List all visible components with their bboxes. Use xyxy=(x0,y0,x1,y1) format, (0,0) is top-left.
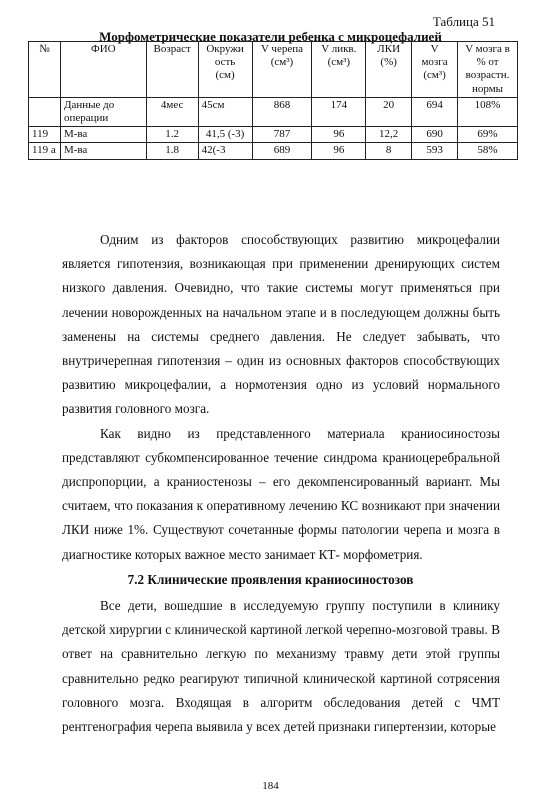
section-body xyxy=(62,594,500,739)
table-cell: 42(-3 xyxy=(198,143,252,159)
table-cell: Данные до операции xyxy=(60,97,146,126)
header-cell-lki: ЛКИ (%) xyxy=(366,42,412,98)
table-cell: 96 xyxy=(312,143,366,159)
table-cell: 787 xyxy=(252,127,312,143)
paragraph: Как видно из представленного материала краниосиностозы представляют субкомпенсированное течение синдрома краниоцеребральной диспропорции, а краниостенозы – его декомпенсированный вариант. Мы считаем, что показания к оперативному лечению КС возникают при значении ЛКИ ниже 1%. Существуют сочетанные формы патологии черепа и мозга в диагностике которых важное место занимает КТ- морфометрия. xyxy=(62,425,500,562)
table-cell: 12,2 xyxy=(366,127,412,143)
table-cell: 4мес xyxy=(146,97,198,126)
table-cell: М-ва xyxy=(60,143,146,159)
table-cell: 45см xyxy=(198,97,252,126)
table-cell: 593 xyxy=(412,143,458,159)
table-cell: М-ва xyxy=(60,127,146,143)
table-cell: 20 xyxy=(366,97,412,126)
table-cell: 1.8 xyxy=(146,143,198,159)
paragraph: Все дети, вошедшие в исследуемую группу поступили в клинику детской хирургии с клинической картиной легкой черепно-мозговой травы. В ответ на сравнительно легкую по механизму травму дети этой группы сравнительно редко реагируют типичной клинической картиной сотрясения головного мозга. Входящая в алгоритм обследования детей с ЧМТ рентгенография черепа выявила у всех детей признаки гипертензии, которые xyxy=(62,598,500,735)
header-cell-age: Возраст xyxy=(146,42,198,98)
table-cell: 689 xyxy=(252,143,312,159)
table-header-row xyxy=(29,42,518,98)
header-cell-circumference: Окружи ость (см) xyxy=(198,42,252,98)
table-cell: 69% xyxy=(458,127,518,143)
table-cell: 868 xyxy=(252,97,312,126)
table-cell: 96 xyxy=(312,127,366,143)
table-cell: 119 xyxy=(29,127,61,143)
header-cell-name: ФИО xyxy=(60,42,146,98)
table-cell: 119 а xyxy=(29,143,61,159)
morphometry-table xyxy=(28,41,518,160)
table-row xyxy=(29,143,518,159)
header-cell-brain-volume: V мозга (см³) xyxy=(412,42,458,98)
header-cell-csf-volume: V ликв. (см³) xyxy=(312,42,366,98)
table-cell: 690 xyxy=(412,127,458,143)
body-paragraphs xyxy=(62,228,500,567)
table-row xyxy=(29,127,518,143)
paragraph: Одним из факторов способствующих развитию микроцефалии является гипотензия, возникающая при применении дренирующих систем низкого давления. Очевидно, что такие системы могут применяться при лечении новорожденных на начальном этапе и в последующем должны быть заменены на системы среднего давления. Не следует забывать, что внутричерепная гипотензия – один из основных факторов способствующих развитию микроцефалии, а нормотензия одно из условий нормального развития головного мозга. xyxy=(62,232,500,417)
table-cell: 108% xyxy=(458,97,518,126)
header-cell-skull-volume: V черепа (см³) xyxy=(252,42,312,98)
table-label: Таблица 51 xyxy=(432,14,495,29)
header-cell-brain-percent: V мозга в % от возрастн. нормы xyxy=(458,42,518,98)
table-row xyxy=(29,97,518,126)
table-cell: 41,5 (-3) xyxy=(198,127,252,143)
table-cell: 174 xyxy=(312,97,366,126)
section-heading: 7.2 Клинические проявления краниосиностозов xyxy=(127,572,414,587)
header-cell-number: № xyxy=(29,42,61,98)
page-number: 184 xyxy=(262,780,279,792)
table-cell: 694 xyxy=(412,97,458,126)
table-cell: 8 xyxy=(366,143,412,159)
table-title: Морфометрические показатели ребенка с микроцефалией xyxy=(99,29,442,44)
table-cell: 1.2 xyxy=(146,127,198,143)
table-cell: 58% xyxy=(458,143,518,159)
table-cell xyxy=(29,97,61,126)
